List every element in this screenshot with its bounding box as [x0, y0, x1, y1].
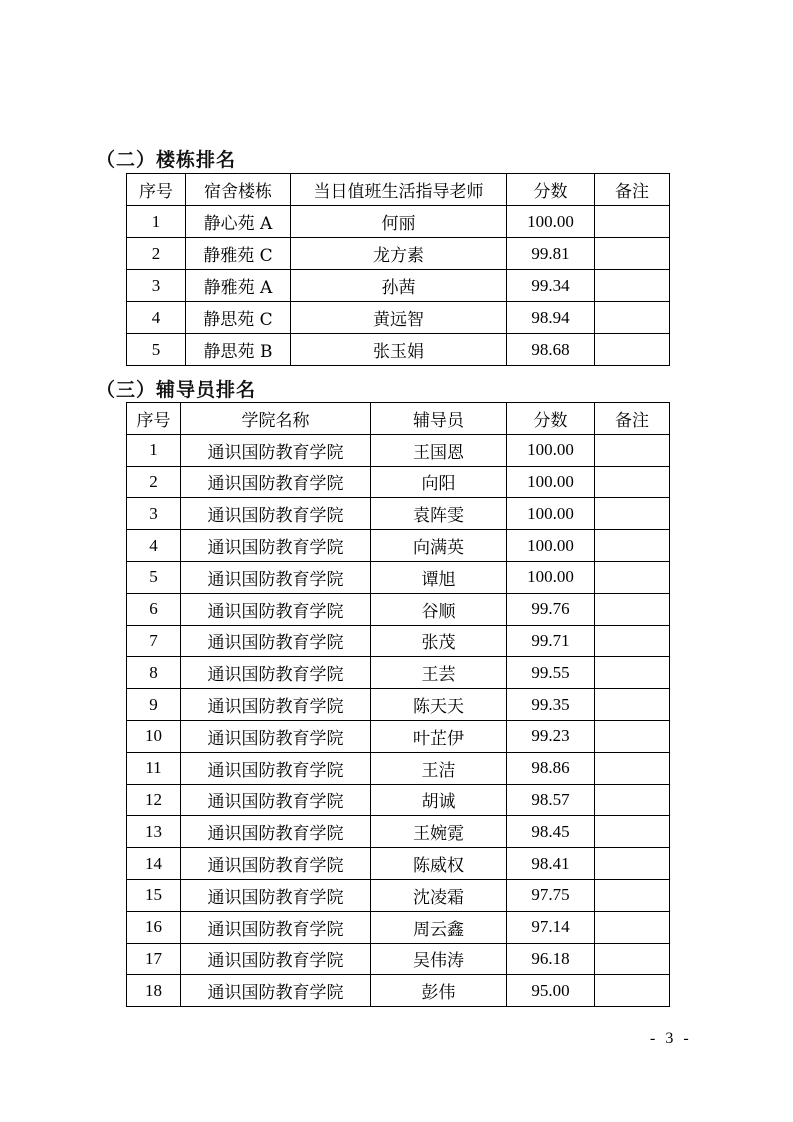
table-cell: 10	[127, 720, 181, 752]
table-cell: 通识国防教育学院	[181, 689, 371, 721]
table-row	[127, 593, 670, 625]
header-cell: 学院名称	[181, 403, 371, 435]
table-row	[127, 466, 670, 498]
table-cell	[595, 625, 670, 657]
table-cell: 5	[127, 561, 181, 593]
table-cell: 97.14	[507, 911, 595, 943]
table-cell: 向阳	[371, 466, 507, 498]
table-cell: 通识国防教育学院	[181, 498, 371, 530]
table-row	[127, 434, 670, 466]
table-row	[127, 911, 670, 943]
table-cell: 3	[127, 498, 181, 530]
section-title-counselor-ranking: （三）辅导员排名	[96, 379, 257, 401]
table-cell: 97.75	[507, 879, 595, 911]
table-row	[127, 784, 670, 816]
table-row	[127, 879, 670, 911]
table-cell: 13	[127, 816, 181, 848]
table-cell	[595, 752, 670, 784]
header-cell: 序号	[127, 403, 181, 435]
table-cell: 吴伟涛	[371, 943, 507, 975]
table-cell	[595, 657, 670, 689]
table-cell: 1	[127, 206, 186, 238]
table-cell: 通识国防教育学院	[181, 816, 371, 848]
table-cell: 谭旭	[371, 561, 507, 593]
table-cell: 98.94	[507, 302, 595, 334]
table-cell: 3	[127, 270, 186, 302]
table-cell: 95.00	[507, 975, 595, 1007]
table-cell: 1	[127, 434, 181, 466]
table-cell: 99.71	[507, 625, 595, 657]
table-cell: 11	[127, 752, 181, 784]
table-cell: 静雅苑 C	[186, 238, 291, 270]
table-cell: 通识国防教育学院	[181, 625, 371, 657]
table-cell: 向满英	[371, 530, 507, 562]
table-cell: 静雅苑 A	[186, 270, 291, 302]
table-row	[127, 975, 670, 1007]
table-cell: 98.68	[507, 334, 595, 366]
table-cell: 通识国防教育学院	[181, 879, 371, 911]
table-row	[127, 816, 670, 848]
table-cell: 7	[127, 625, 181, 657]
table-row	[127, 302, 670, 334]
table-row	[127, 943, 670, 975]
table-cell	[595, 561, 670, 593]
table-cell: 通识国防教育学院	[181, 975, 371, 1007]
table-cell: 叶芷伊	[371, 720, 507, 752]
table-cell: 4	[127, 302, 186, 334]
table-cell	[595, 302, 670, 334]
table-cell: 100.00	[507, 530, 595, 562]
table-row	[127, 752, 670, 784]
table-cell: 12	[127, 784, 181, 816]
table-cell: 彭伟	[371, 975, 507, 1007]
table-cell	[595, 848, 670, 880]
table-cell: 通识国防教育学院	[181, 466, 371, 498]
table-cell	[595, 784, 670, 816]
table-cell: 100.00	[507, 434, 595, 466]
table-cell: 98.86	[507, 752, 595, 784]
table-cell: 4	[127, 530, 181, 562]
table-cell: 99.35	[507, 689, 595, 721]
table-cell	[595, 720, 670, 752]
table-cell: 98.41	[507, 848, 595, 880]
table-cell	[595, 879, 670, 911]
table-cell: 张玉娟	[291, 334, 507, 366]
table-cell	[595, 238, 670, 270]
table-cell: 沈凌霜	[371, 879, 507, 911]
table-cell: 2	[127, 466, 181, 498]
table-cell: 胡诚	[371, 784, 507, 816]
table-cell: 何丽	[291, 206, 507, 238]
table-cell: 8	[127, 657, 181, 689]
table-cell	[595, 816, 670, 848]
table-row	[127, 530, 670, 562]
table-cell: 静思苑 B	[186, 334, 291, 366]
table-cell: 17	[127, 943, 181, 975]
table-cell: 14	[127, 848, 181, 880]
table-cell	[595, 334, 670, 366]
counselor-ranking-table	[126, 402, 670, 1007]
header-cell: 备注	[595, 403, 670, 435]
table-cell: 通识国防教育学院	[181, 911, 371, 943]
table-cell: 2	[127, 238, 186, 270]
table-cell: 通识国防教育学院	[181, 943, 371, 975]
table-row	[127, 270, 670, 302]
table-row	[127, 657, 670, 689]
table-row	[127, 848, 670, 880]
table-row	[127, 689, 670, 721]
table-row	[127, 334, 670, 366]
table-cell: 100.00	[507, 466, 595, 498]
table-cell: 99.23	[507, 720, 595, 752]
table-cell	[595, 498, 670, 530]
header-cell: 宿舍楼栋	[186, 174, 291, 206]
table-cell: 100.00	[507, 498, 595, 530]
header-cell: 备注	[595, 174, 670, 206]
table-cell: 黄远智	[291, 302, 507, 334]
table-cell: 龙方素	[291, 238, 507, 270]
table-cell	[595, 434, 670, 466]
table-cell: 15	[127, 879, 181, 911]
building-ranking-table	[126, 173, 670, 366]
table-cell: 通识国防教育学院	[181, 848, 371, 880]
table-row	[127, 498, 670, 530]
table-header-row	[127, 174, 670, 206]
table-cell: 100.00	[507, 206, 595, 238]
table-cell: 16	[127, 911, 181, 943]
table-cell	[595, 206, 670, 238]
table-cell: 通识国防教育学院	[181, 434, 371, 466]
table-cell: 98.57	[507, 784, 595, 816]
table-cell	[595, 975, 670, 1007]
table-cell	[595, 943, 670, 975]
section-title-building-ranking: （二）楼栋排名	[96, 149, 237, 171]
table-cell: 99.55	[507, 657, 595, 689]
table-cell: 99.81	[507, 238, 595, 270]
table-cell: 王婉霓	[371, 816, 507, 848]
table-cell: 通识国防教育学院	[181, 657, 371, 689]
table-cell	[595, 530, 670, 562]
table-cell: 通识国防教育学院	[181, 561, 371, 593]
table-cell: 通识国防教育学院	[181, 593, 371, 625]
table-cell: 王芸	[371, 657, 507, 689]
table-cell: 通识国防教育学院	[181, 530, 371, 562]
table-cell: 陈天天	[371, 689, 507, 721]
header-cell: 辅导员	[371, 403, 507, 435]
table-cell	[595, 270, 670, 302]
table-cell	[595, 593, 670, 625]
table-cell	[595, 911, 670, 943]
table-cell: 王国恩	[371, 434, 507, 466]
table-row	[127, 238, 670, 270]
table-header-row	[127, 403, 670, 435]
table-cell: 6	[127, 593, 181, 625]
table-row	[127, 561, 670, 593]
table-cell: 通识国防教育学院	[181, 784, 371, 816]
header-cell: 序号	[127, 174, 186, 206]
header-cell: 当日值班生活指导老师	[291, 174, 507, 206]
table-cell: 100.00	[507, 561, 595, 593]
table-row	[127, 625, 670, 657]
header-cell: 分数	[507, 174, 595, 206]
table-cell: 陈威权	[371, 848, 507, 880]
table-cell: 周云鑫	[371, 911, 507, 943]
table-cell: 99.34	[507, 270, 595, 302]
table-cell: 静思苑 C	[186, 302, 291, 334]
table-cell: 张茂	[371, 625, 507, 657]
table-cell: 谷顺	[371, 593, 507, 625]
table-row	[127, 720, 670, 752]
header-cell: 分数	[507, 403, 595, 435]
page-number: - 3 -	[650, 1030, 692, 1047]
table-cell	[595, 689, 670, 721]
table-cell	[595, 466, 670, 498]
table-cell: 96.18	[507, 943, 595, 975]
table-cell: 9	[127, 689, 181, 721]
table-cell: 袁阵雯	[371, 498, 507, 530]
table-cell: 99.76	[507, 593, 595, 625]
table-row	[127, 206, 670, 238]
table-cell: 孙茜	[291, 270, 507, 302]
table-cell: 通识国防教育学院	[181, 752, 371, 784]
table-cell: 18	[127, 975, 181, 1007]
table-cell: 通识国防教育学院	[181, 720, 371, 752]
table-cell: 98.45	[507, 816, 595, 848]
table-cell: 5	[127, 334, 186, 366]
table-cell: 静心苑 A	[186, 206, 291, 238]
table-cell: 王洁	[371, 752, 507, 784]
